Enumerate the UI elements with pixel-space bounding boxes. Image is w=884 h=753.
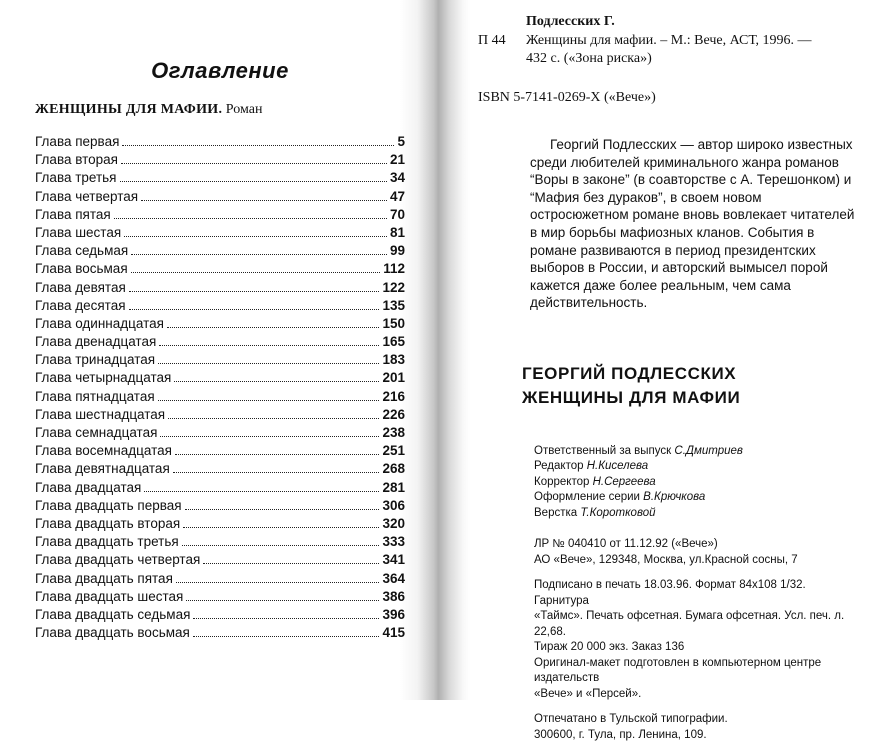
toc-entry-page: 5 bbox=[397, 134, 405, 149]
printer-details bbox=[534, 712, 858, 743]
catalog-line-2: 432 с. («Зона риска») bbox=[526, 51, 652, 66]
toc-entry bbox=[35, 607, 405, 625]
toc-heading: Оглавление bbox=[151, 58, 289, 83]
toc-entry-page: 238 bbox=[382, 425, 405, 440]
toc-entry-page: 21 bbox=[389, 152, 405, 168]
toc-leader-dots bbox=[168, 418, 379, 419]
toc-entry-label: Глава двадцать третья bbox=[35, 534, 179, 550]
toc-leader-dots bbox=[129, 309, 380, 310]
toc-entry-label: Глава двадцать первая bbox=[35, 497, 182, 513]
toc-entry bbox=[35, 461, 405, 479]
toc-entry-page: 320 bbox=[382, 515, 405, 531]
toc-leader-dots bbox=[158, 363, 379, 364]
toc-leader-dots bbox=[144, 491, 379, 492]
credit-row bbox=[534, 506, 858, 522]
toc-leader-dots bbox=[121, 163, 387, 164]
credit-name: В.Крючкова bbox=[643, 491, 706, 504]
credit-role: Верстка bbox=[534, 506, 578, 519]
toc-entry-page: 183 bbox=[382, 352, 405, 368]
toc-entry-page: 341 bbox=[382, 552, 405, 568]
toc-entry-page: 150 bbox=[382, 315, 405, 331]
toc-leader-dots bbox=[158, 400, 380, 401]
page-gutter bbox=[400, 0, 470, 700]
toc-leader-dots bbox=[129, 291, 380, 292]
toc-entry bbox=[35, 443, 405, 461]
toc-entry bbox=[35, 207, 405, 225]
credit-name: Н.Сергеева bbox=[592, 475, 656, 488]
title-author: ГЕОРГИЙ ПОДЛЕССКИХ bbox=[522, 363, 737, 383]
toc-entry bbox=[35, 407, 405, 425]
toc-leader-dots bbox=[182, 545, 380, 546]
print-line: «Таймс». Печать офсетная. Бумага офсетная. Усл. печ. л. 22,68. bbox=[534, 610, 845, 638]
credits-list bbox=[534, 444, 858, 522]
credit-row bbox=[534, 459, 858, 475]
toc-entry bbox=[35, 480, 405, 498]
credit-row bbox=[534, 490, 858, 506]
toc-entry bbox=[35, 280, 405, 298]
toc-entry bbox=[35, 334, 405, 352]
toc-entry-page: 386 bbox=[382, 588, 405, 604]
toc-entry-label: Глава четвертая bbox=[35, 188, 139, 204]
print-details bbox=[534, 578, 858, 702]
toc-entry-label: Глава семнадцатая bbox=[35, 425, 158, 440]
credit-name: Н.Киселева bbox=[586, 460, 649, 473]
toc-entry-page: 47 bbox=[389, 188, 405, 204]
toc-entry-label: Глава двадцать восьмая bbox=[35, 625, 190, 641]
toc-entry-label: Глава десятая bbox=[35, 297, 126, 313]
toc-entry-page: 81 bbox=[389, 224, 405, 240]
credit-name: С.Дмитриев bbox=[674, 444, 743, 457]
license-block bbox=[534, 537, 858, 568]
toc-entry bbox=[35, 352, 405, 370]
toc-entry-label: Глава двадцать четвертая bbox=[35, 552, 201, 568]
toc-entry-page: 216 bbox=[382, 388, 405, 404]
toc-leader-dots bbox=[159, 345, 379, 346]
print-line: Тираж 20 000 экз. Заказ 136 bbox=[534, 641, 685, 654]
toc-entry-page: 135 bbox=[382, 297, 405, 313]
toc-leader-dots bbox=[131, 272, 381, 273]
credit-role: Оформление серии bbox=[534, 491, 640, 504]
toc-leader-dots bbox=[185, 509, 380, 510]
toc-entry-label: Глава одиннадцатая bbox=[35, 315, 164, 331]
book-title-block bbox=[522, 362, 858, 410]
toc-entry bbox=[35, 534, 405, 552]
toc-entry-page: 333 bbox=[382, 534, 405, 550]
toc-entry-label: Глава пятнадцатая bbox=[35, 388, 155, 404]
toc-entry-label: Глава двадцать седьмая bbox=[35, 606, 191, 622]
toc-entry-label: Глава девятнадцатая bbox=[35, 461, 170, 477]
toc-entry bbox=[35, 516, 405, 534]
toc-entry-label: Глава четырнадцатая bbox=[35, 370, 172, 386]
toc-entry bbox=[35, 316, 405, 334]
imprint bbox=[534, 537, 858, 743]
toc-leader-dots bbox=[175, 454, 380, 455]
toc-leader-dots bbox=[193, 618, 379, 619]
catalog-text bbox=[526, 32, 858, 68]
toc-entry-page: 306 bbox=[382, 497, 405, 513]
toc-entry-page: 165 bbox=[382, 334, 405, 350]
toc-entry-page: 34 bbox=[389, 170, 405, 186]
annotation-text: Георгий Подлесских — автор широко известных среди любителей криминального жанра романов “Воры в законе” (в соавторстве с А. Терешонком) и “Мафия без дураков”, в своем новом остросюжетном романе вновь вовлекает читателей в мир борьбы мафиозных кланов. События в романе развиваются в период президентских выборов в России, и авторский вымысел порой кажется даже более реальным, чем сама действительность. bbox=[530, 137, 855, 311]
toc-book-title: ЖЕНЩИНЫ ДЛЯ МАФИИ. bbox=[35, 102, 223, 117]
credit-name: Т.Коротковой bbox=[580, 506, 656, 519]
toc-leader-dots bbox=[193, 636, 380, 637]
credit-role: Корректор bbox=[534, 475, 590, 488]
printer-address: 300600, г. Тула, пр. Ленина, 109. bbox=[534, 728, 707, 741]
toc-leader-dots bbox=[167, 327, 380, 328]
toc-leader-dots bbox=[141, 200, 387, 201]
toc-entry-page: 396 bbox=[382, 606, 405, 622]
credit-role: Ответственный за выпуск bbox=[534, 444, 672, 457]
catalog-code: П 44 bbox=[478, 33, 506, 48]
toc-entry-label: Глава двадцать пятая bbox=[35, 570, 173, 586]
toc-entry-label: Глава двадцать вторая bbox=[35, 515, 181, 531]
toc-entry-label: Глава двадцатая bbox=[35, 479, 142, 495]
toc-entry bbox=[35, 552, 405, 570]
toc-entry bbox=[35, 298, 405, 316]
toc-leader-dots bbox=[203, 563, 379, 564]
right-page bbox=[478, 14, 858, 753]
toc-entry bbox=[35, 225, 405, 243]
catalog-line-1: Женщины для мафии. – М.: Вече, АСТ, 1996. — bbox=[526, 33, 812, 48]
toc-leader-dots bbox=[186, 600, 379, 601]
toc-entry bbox=[35, 134, 405, 152]
toc-entry bbox=[35, 261, 405, 279]
toc-entry-label: Глава двадцать шестая bbox=[35, 588, 184, 604]
toc-entry-page: 251 bbox=[382, 443, 405, 459]
toc-leader-dots bbox=[122, 145, 394, 146]
toc-leader-dots bbox=[173, 472, 380, 473]
toc-leader-dots bbox=[131, 254, 387, 255]
toc-entry bbox=[35, 625, 405, 643]
toc-entry-label: Глава пятая bbox=[35, 206, 111, 222]
toc-entry-label: Глава шестнадцатая bbox=[35, 406, 166, 422]
toc-entry-page: 112 bbox=[383, 261, 405, 277]
toc-entry-label: Глава тринадцатая bbox=[35, 352, 156, 368]
print-line: Подписано в печать 18.03.96. Формат 84х108 1/32. Гарнитура bbox=[534, 579, 806, 607]
printer-line: Отпечатано в Тульской типографии. bbox=[534, 713, 728, 726]
catalog-author: Подлесских Г. bbox=[526, 14, 615, 29]
toc-entry-label: Глава третья bbox=[35, 170, 117, 186]
toc-entry-label: Глава восьмая bbox=[35, 261, 128, 277]
toc-entry bbox=[35, 389, 405, 407]
credit-row bbox=[534, 444, 858, 460]
toc-entry bbox=[35, 370, 405, 388]
toc-entry bbox=[35, 425, 405, 443]
toc-leader-dots bbox=[114, 218, 387, 219]
toc-entry-label: Глава седьмая bbox=[35, 243, 129, 259]
toc-leader-dots bbox=[160, 436, 379, 437]
toc-entry-page: 281 bbox=[382, 479, 405, 495]
catalog-entry bbox=[478, 32, 858, 68]
toc-entry-label: Глава восемнадцатая bbox=[35, 443, 172, 459]
publisher-address: АО «Вече», 129348, Москва, ул.Красной сосны, 7 bbox=[534, 553, 798, 566]
toc-entry bbox=[35, 498, 405, 516]
toc-leader-dots bbox=[124, 236, 387, 237]
toc-entry-label: Глава шестая bbox=[35, 224, 122, 240]
title-book: ЖЕНЩИНЫ ДЛЯ МАФИИ bbox=[522, 387, 741, 407]
toc-entry bbox=[35, 152, 405, 170]
toc-entry-label: Глава вторая bbox=[35, 152, 118, 168]
toc-entry-page: 122 bbox=[382, 279, 405, 295]
toc-entry-label: Глава девятая bbox=[35, 279, 126, 295]
credit-role: Редактор bbox=[534, 460, 584, 473]
toc-book-genre: Роман bbox=[225, 102, 263, 117]
credit-row bbox=[534, 475, 858, 491]
toc-entry-page: 268 bbox=[382, 461, 405, 477]
print-line: Оригинал-макет подготовлен в компьютерном центре издательств bbox=[534, 656, 822, 685]
toc-entry-page: 226 bbox=[382, 406, 405, 422]
isbn: ISBN 5-7141-0269-Х («Вече») bbox=[478, 90, 656, 105]
print-line: «Вече» и «Персей». bbox=[534, 687, 642, 700]
toc-entry-page: 99 bbox=[389, 243, 405, 259]
left-page bbox=[35, 50, 405, 643]
toc-entry-page: 364 bbox=[382, 570, 405, 586]
toc-entry-label: Глава двенадцатая bbox=[35, 334, 157, 350]
toc-book-line bbox=[35, 102, 405, 118]
toc-leader-dots bbox=[183, 527, 379, 528]
toc-entry bbox=[35, 589, 405, 607]
toc-entry-label: Глава первая bbox=[35, 134, 120, 149]
toc-leader-dots bbox=[120, 181, 387, 182]
toc-leader-dots bbox=[174, 381, 379, 382]
toc-entry-page: 201 bbox=[382, 370, 405, 386]
toc-entry-page: 70 bbox=[389, 206, 405, 222]
toc-entry bbox=[35, 189, 405, 207]
toc-list bbox=[35, 134, 405, 643]
toc-entry-page: 415 bbox=[382, 625, 405, 641]
toc-leader-dots bbox=[176, 582, 380, 583]
toc-entry bbox=[35, 243, 405, 261]
toc-entry bbox=[35, 170, 405, 188]
toc-entry bbox=[35, 571, 405, 589]
license-line: ЛР № 040410 от 11.12.92 («Вече») bbox=[534, 538, 718, 551]
